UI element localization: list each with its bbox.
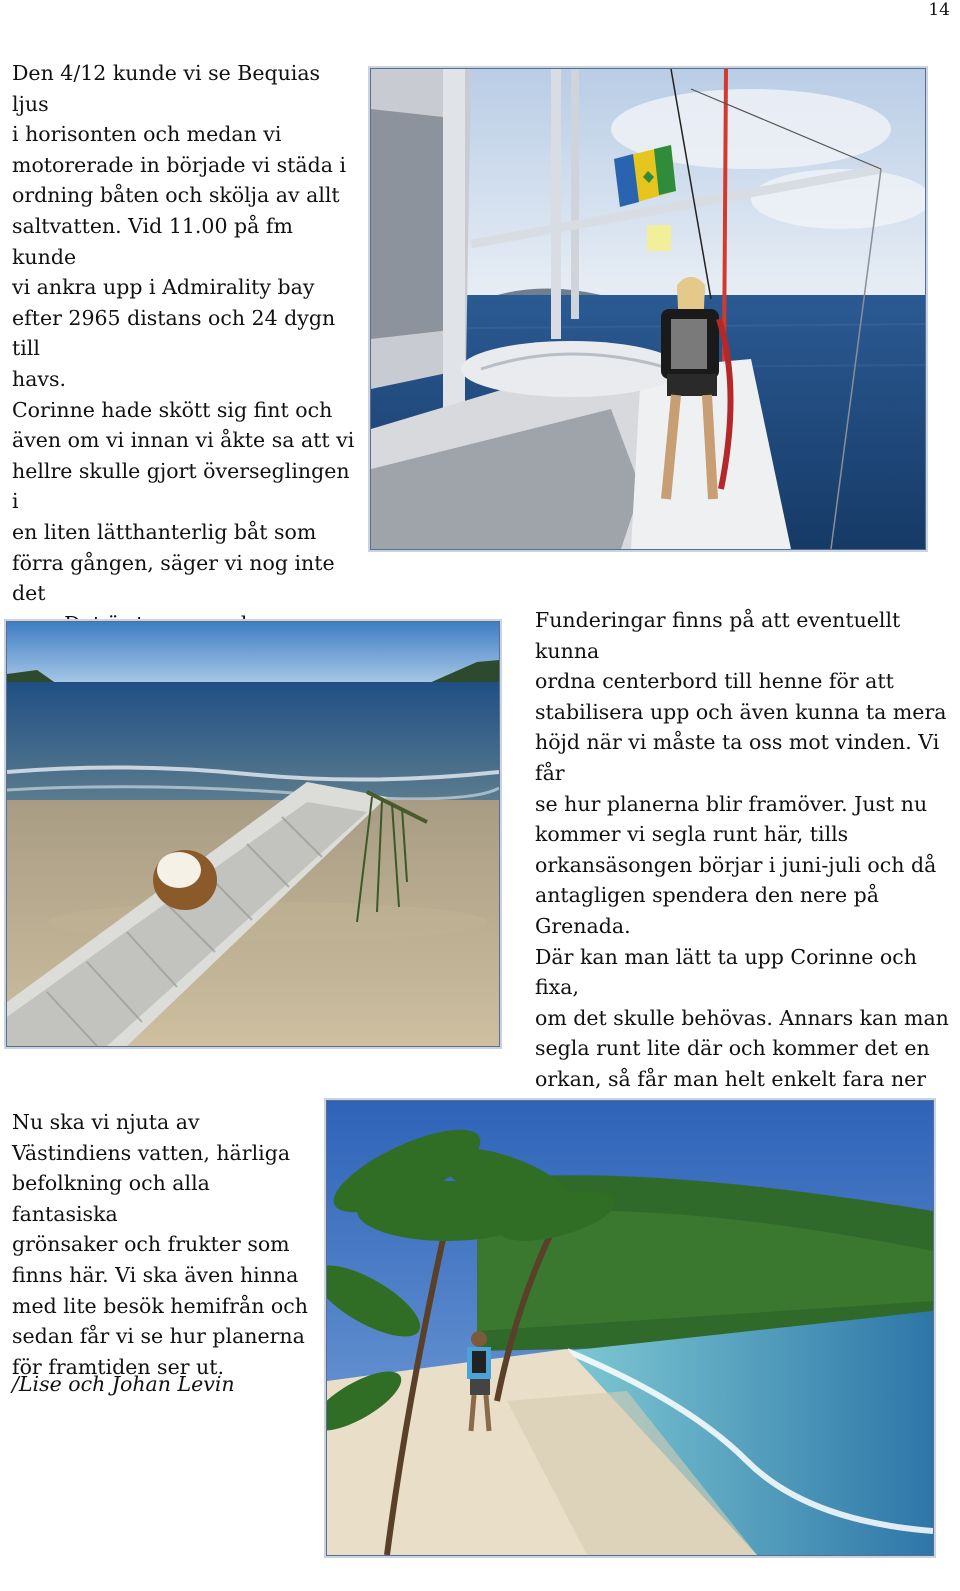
closing-line: befolkning och alla fantasiska — [12, 1171, 210, 1226]
closing-line: sedan får vi se hur planerna — [12, 1324, 305, 1349]
photo-palm-coconut — [6, 621, 500, 1047]
intro-line: förra gången, säger vi nog inte det — [12, 550, 335, 606]
intro-line: havs. — [12, 366, 67, 391]
plans-line: stabilisera upp och även kunna ta mera — [535, 699, 947, 724]
beach-walker-image — [327, 1101, 933, 1555]
signature: /Lise och Johan Levin — [12, 1372, 235, 1396]
intro-line: Den 4/12 kunde vi se Bequias ljus — [12, 61, 321, 116]
photo-beach-walker — [326, 1100, 934, 1556]
plans-line: orkansäsongen börjar i juni-juli och då — [535, 852, 937, 877]
plans-line: Där kan man lätt ta upp Corinne och fixa, — [535, 944, 917, 1000]
closing-line: för framtiden ser ut. — [12, 1354, 224, 1379]
sailboat-deck-image — [371, 69, 925, 549]
plans-line: ordna centerbord till henne för att — [535, 669, 894, 694]
photo-sailboat-deck — [370, 68, 926, 550]
closing-line: Nu ska vi njuta av — [12, 1110, 200, 1134]
plans-line: antagligen spendera den nere på Grenada. — [535, 883, 879, 938]
intro-line: vi ankra upp i Admirality bay — [12, 275, 315, 300]
intro-line: en liten lätthanterlig båt som — [12, 519, 317, 544]
plans-line: om det skulle behövas. Annars kan man — [535, 1005, 949, 1030]
page-number: 14 — [928, 0, 950, 20]
closing-line: finns här. Vi ska även hinna — [12, 1262, 299, 1287]
intro-line: Corinne hade skött sig fint och — [12, 397, 333, 422]
closing-line: grönsaker och frukter som — [12, 1232, 290, 1257]
intro-line: hellre skulle gjort överseglingen i — [12, 458, 350, 514]
plans-line: se hur planerna blir framöver. Just nu — [535, 791, 928, 816]
intro-line: motorerade in började vi städa i — [12, 152, 347, 177]
plans-line: höjd när vi måste ta oss mot vinden. Vi får — [535, 730, 940, 785]
closing-line: med lite besök hemifrån och — [12, 1293, 308, 1318]
intro-line: i horisonten och medan vi — [12, 122, 282, 147]
plans-line: segla runt lite där och kommer det en — [535, 1036, 930, 1061]
plans-line: kommer vi segla runt här, tills — [535, 822, 849, 847]
intro-line: saltvatten. Vid 11.00 på fm kunde — [12, 213, 293, 269]
intro-line: ordning båten och skölja av allt — [12, 183, 340, 208]
plans-line: orkan, så får man helt enkelt fara ner — [535, 1066, 927, 1091]
intro-line: även om vi innan vi åkte sa att vi — [12, 428, 355, 453]
intro-line: efter 2965 distans och 24 dygn till — [12, 305, 336, 361]
plans-line: Funderingar finns på att eventuellt kunna — [535, 608, 901, 663]
closing-line: Västindiens vatten, härliga — [12, 1140, 291, 1165]
palm-coconut-image — [7, 622, 499, 1046]
closing-text — [12, 1107, 322, 1382]
